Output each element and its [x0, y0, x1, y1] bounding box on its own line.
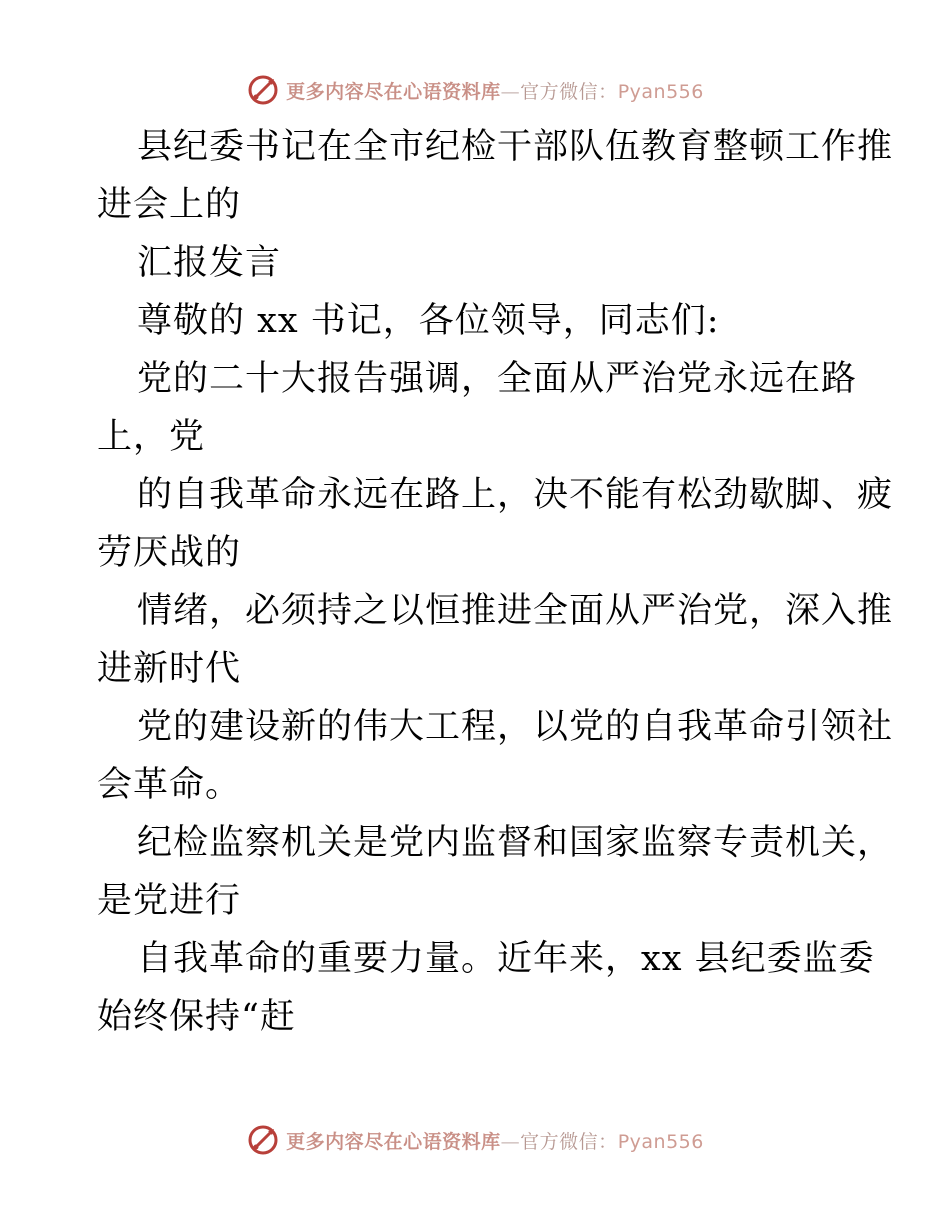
footer-watermark	[0, 1120, 950, 1160]
watermark-dash: —	[500, 1130, 521, 1153]
doc-line: 县纪委书记在全市纪检干部队伍教育整顿工作推	[137, 127, 894, 167]
watermark-text	[286, 1127, 704, 1154]
doc-line: 汇报发言	[137, 243, 282, 283]
header-watermark	[0, 70, 950, 110]
doc-line: 党的建设新的伟大工程，以党的自我革命引领社	[137, 707, 894, 747]
doc-line: 尊敬的 xx 书记，各位领导，同志们:	[137, 301, 720, 341]
wechat-id: Pyan556	[617, 1130, 704, 1153]
watermark-slogan: 更多内容尽在心语资料库	[286, 1130, 501, 1153]
wechat-id: Pyan556	[617, 80, 704, 103]
wechat-label: 官方微信：	[520, 1130, 618, 1153]
document-body	[97, 118, 894, 1046]
doc-line: 自我革命的重要力量。近年来，xx 县纪委监委	[137, 939, 875, 979]
doc-line: 纪检监察机关是党内监督和国家监察专责机关，	[137, 823, 894, 863]
watermark-slogan: 更多内容尽在心语资料库	[286, 80, 501, 103]
watermark-dash: —	[500, 80, 521, 103]
watermark-text	[286, 77, 704, 104]
doc-line: 始终保持“赶	[97, 997, 296, 1037]
doc-line: 上，党	[97, 417, 206, 457]
doc-line: 的自我革命永远在路上，决不能有松劲歇脚、疲	[137, 475, 894, 515]
brush-logo-icon	[246, 1123, 280, 1157]
doc-line: 进会上的	[97, 185, 242, 225]
doc-line: 进新时代	[97, 649, 242, 689]
doc-line: 是党进行	[97, 881, 242, 921]
doc-line: 会革命。	[97, 765, 242, 805]
doc-line: 劳厌战的	[97, 533, 242, 573]
doc-line: 党的二十大报告强调，全面从严治党永远在路	[137, 359, 858, 399]
brush-logo-icon	[246, 73, 280, 107]
doc-line: 情绪，必须持之以恒推进全面从严治党，深入推	[137, 591, 894, 631]
wechat-label: 官方微信：	[520, 80, 618, 103]
